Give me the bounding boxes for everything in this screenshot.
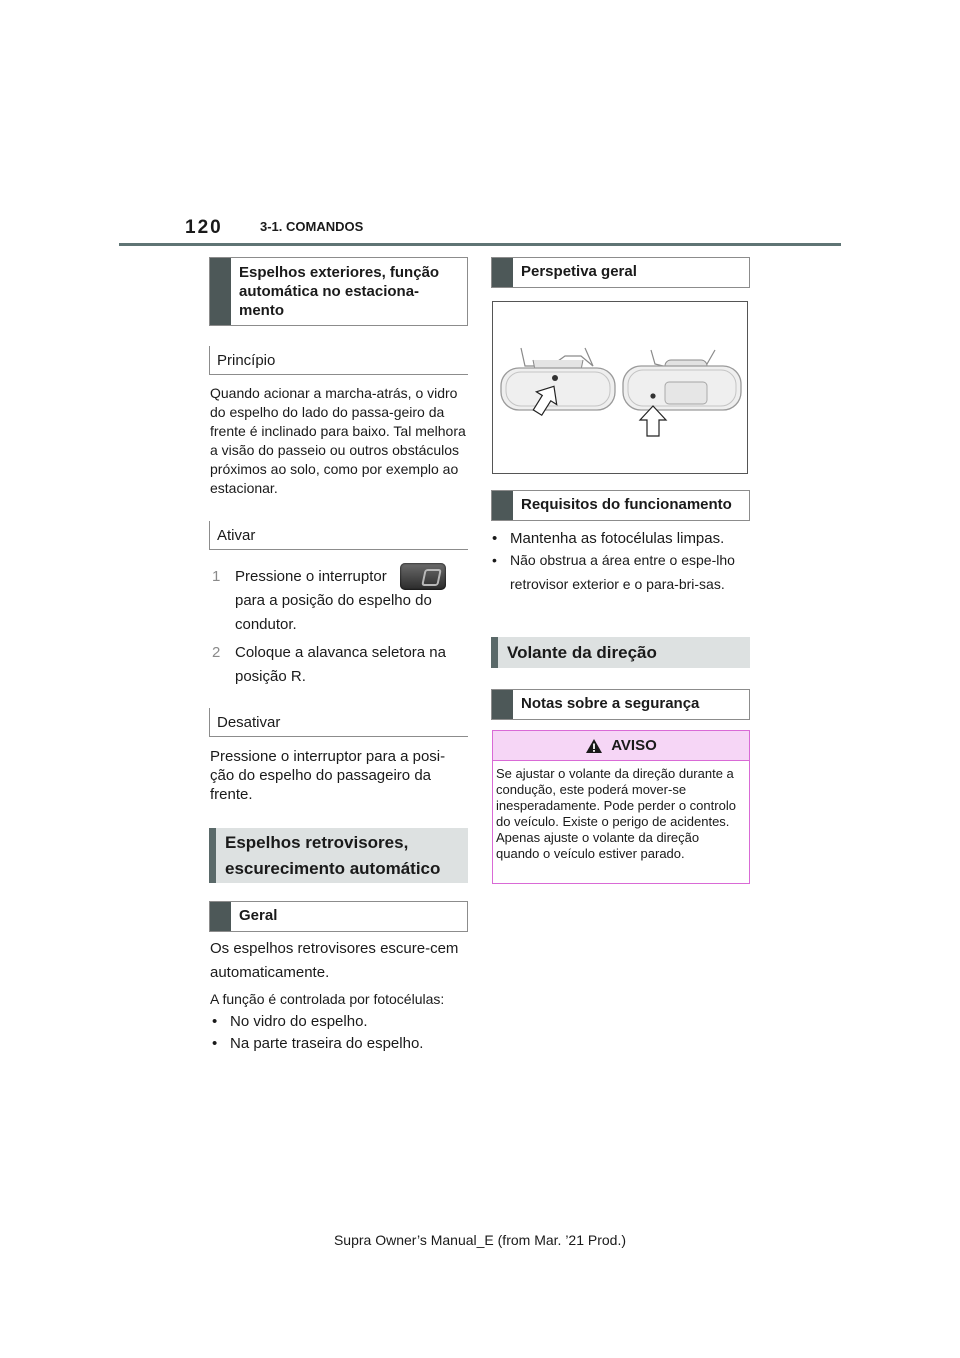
bullet-dot: • [492, 552, 497, 568]
header-rule [119, 243, 841, 246]
principio-paragraph: Quando acionar a marcha-atrás, o vidro do espelho do lado do passa-geiro da frente é inclinado para baixo. Tal melhora a visão do passeio ou outros obstáculos próximos ao solo, como por exemplo ao estacionar. [210, 385, 466, 496]
section-bar [491, 637, 498, 668]
heading-text: Notas sobre a segurança [521, 695, 700, 712]
geral-paragraph: Os espelhos retrovisores escure-cem automaticamente. [210, 940, 459, 981]
heading-requisitos [491, 490, 750, 521]
warning-title: AVISO [611, 737, 657, 754]
heading-exterior-mirrors [209, 257, 468, 326]
warning-triangle-icon [585, 738, 603, 754]
heading-text: Perspetiva geral [521, 263, 637, 280]
funcao-paragraph: A função é controlada por fotocélulas: [210, 991, 445, 1007]
list-item [492, 527, 750, 550]
step-number: 2 [212, 644, 221, 661]
bullet-dot: • [212, 1035, 218, 1052]
subheading-desativar: Desativar [209, 708, 468, 737]
heading-bar [492, 491, 513, 520]
heading-geral [209, 901, 468, 932]
section-title: Volante da direção [507, 642, 657, 662]
bullet-dot: • [492, 530, 498, 547]
heading-bar [210, 902, 231, 931]
mirror-switch-icon [400, 563, 446, 590]
step-1-text-a: Pressione o interruptor [235, 568, 387, 585]
section-title: Espelhos retrovisores, escurecimento automático [225, 832, 441, 878]
subheading-principio: Princípio [209, 346, 468, 375]
page-number: 120 [185, 217, 223, 238]
chapter-title: 3-1. COMANDOS [260, 219, 364, 234]
list-item [212, 1010, 468, 1033]
desativar-paragraph: Pressione o interruptor para a posi-ção do espelho do passageiro da frente. [210, 748, 446, 803]
step-1-text-b: para a posição do espelho do condutor. [235, 592, 432, 633]
list-item [492, 548, 750, 596]
warning-text: Se ajustar o volante da direção durante a condução, este poderá mover-se inesperadamente. Pode perder o controlo do veículo. Existe o perigo de acidentes. Apenas ajuste o volante da direção quando o veículo estiver parado. [496, 766, 736, 861]
list-item-text: Não obstrua a área entre o espe-lho retrovisor exterior e o para-bri-sas. [510, 552, 735, 592]
heading-bar [492, 690, 513, 719]
section-retrovisores [209, 828, 468, 883]
heading-bar [492, 258, 513, 287]
heading-text: Espelhos exteriores, função automática no estaciona-mento [239, 264, 440, 319]
rearview-mirror-figure [492, 301, 748, 474]
list-item [212, 1032, 468, 1055]
heading-text: Geral [239, 907, 278, 924]
bullet-dot: • [212, 1013, 218, 1030]
list-item-text: Na parte traseira do espelho. [230, 1035, 424, 1052]
footer: Supra Owner’s Manual_E (from Mar. ’21 Prod.) [333, 1232, 627, 1248]
step-2-text: Coloque a alavanca seletora na posição R. [235, 644, 446, 685]
heading-perspetiva [491, 257, 750, 288]
warning-header [493, 731, 749, 761]
section-volante [491, 637, 750, 668]
heading-notas [491, 689, 750, 720]
step-2 [212, 641, 468, 689]
list-item-text: No vidro do espelho. [230, 1013, 368, 1030]
list-item-text: Mantenha as fotocélulas limpas. [510, 530, 725, 547]
warning-box [492, 730, 750, 884]
rearview-mirror-illustration [493, 302, 747, 473]
heading-text: Requisitos do funcionamento [521, 496, 732, 513]
step-number: 1 [212, 568, 221, 585]
subheading-ativar: Ativar [209, 521, 468, 550]
section-bar [209, 828, 216, 883]
heading-bar [210, 258, 231, 325]
